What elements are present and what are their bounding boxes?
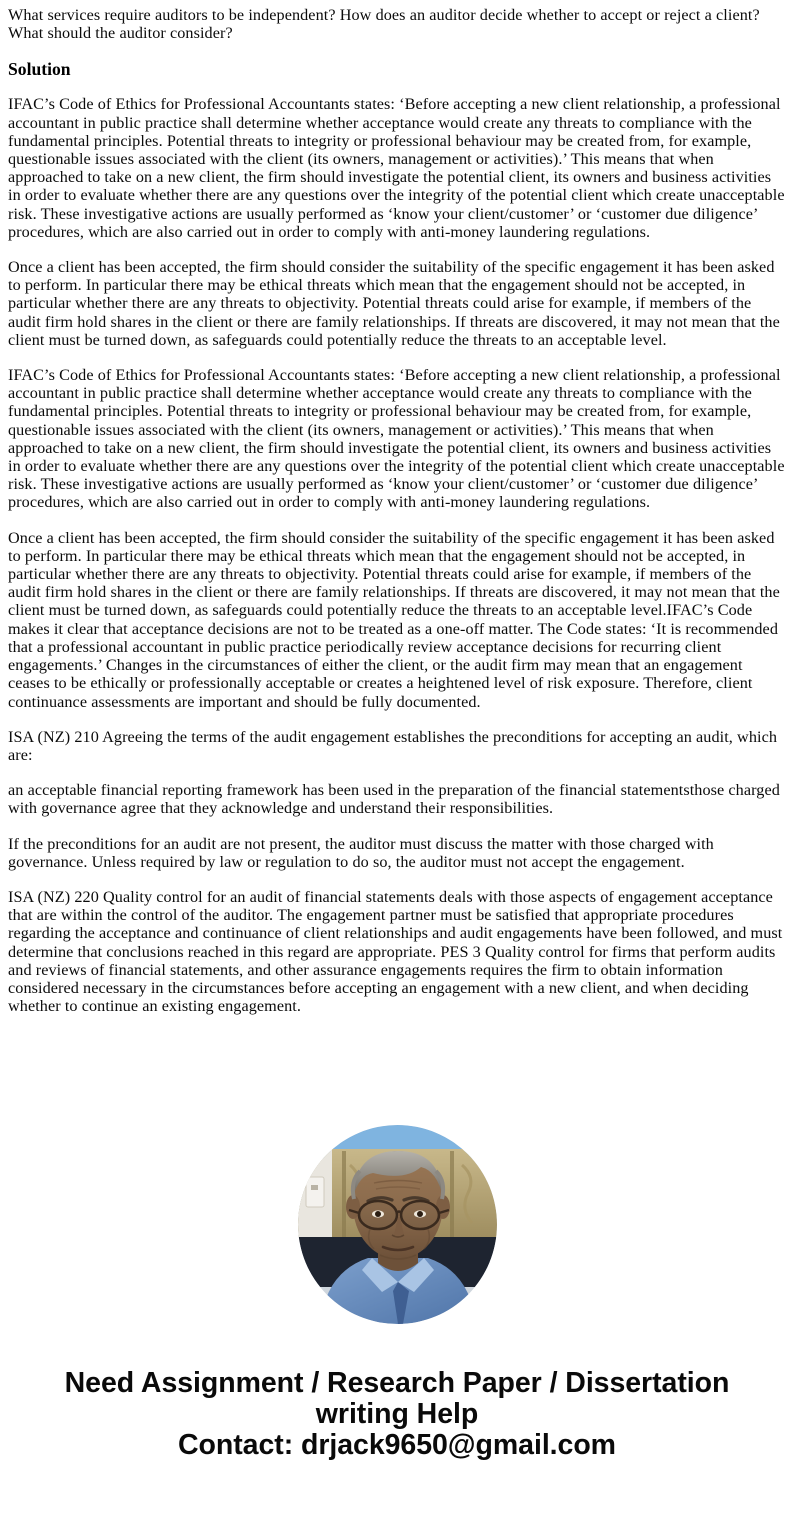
footer-line-3-contact-email: Contact: drjack9650@gmail.com bbox=[178, 1429, 616, 1462]
portrait-photo-container bbox=[8, 1125, 786, 1324]
footer-line-1: Need Assignment / Research Paper / Dissertation bbox=[64, 1367, 730, 1400]
body-paragraph: Once a client has been accepted, the firm should consider the suitability of the specific engagement it has been asked to perform. In particular there may be ethical threats which mean that the engagement should not be accepted, in particular whether there are any threats to objectivity. Potential threats could arise for example, if members of the audit firm hold shares in the client or there are family relationships. If threats are discovered, it may not mean that the client must be turned down, as safeguards could potentially reduce the threats to an acceptable level.IFAC’s Code makes it clear that acceptance decisions are not to be treated as a one-off matter. The Code states: ‘It is recommended that a professional accountant in public practice periodically review acceptance decisions for recurring client engagements.’ Changes in the circumstances of either the client, or the audit firm may mean that an engagement ceases to be ethically or professionally acceptable or creates a heightened level of risk exposure. Therefore, client continuance assessments are important and should be fully documented. bbox=[8, 528, 780, 711]
body-paragraph: ISA (NZ) 210 Agreeing the terms of the audit engagement establishes the preconditions for accepting an audit, which are: bbox=[8, 727, 778, 764]
body-paragraph: an acceptable financial reporting framework has been used in the preparation of the financial statementsthose charged with governance agree that they acknowledge and understand their responsibilities. bbox=[8, 781, 780, 818]
portrait-photo bbox=[298, 1125, 497, 1324]
body-paragraph: If the preconditions for an audit are not present, the auditor must discuss the matter with those charged with governance. Unless required by law or regulation to do so, the auditor must not accept the engagement. bbox=[8, 834, 714, 871]
body-paragraph: IFAC’s Code of Ethics for Professional Accountants states: ‘Before accepting a new client relationship, a professional accountant in public practice shall determine whether acceptance would create any threats to compliance with the fundamental principles. Potential threats to integrity or professional behaviour may be created from, for example, questionable issues associated with the client (its owners, management or activities).’ This means that when approached to take on a new client, the firm should investigate the potential client, its owners and business activities in order to evaluate whether there are any questions over the integrity of the potential client which create unacceptable risk. These investigative actions are usually performed as ‘know your client/customer’ or ‘customer due diligence’ procedures, which are also carried out in order to comply with anti-money laundering regulations. bbox=[8, 366, 785, 512]
question-paragraph: What services require auditors to be independent? How does an auditor decide whether to accept or reject a client? What should the auditor consider? bbox=[8, 6, 760, 43]
body-paragraph: ISA (NZ) 220 Quality control for an audit of financial statements deals with those aspects of engagement acceptance that are within the control of the auditor. The engagement partner must be satisfied that appropriate procedures regarding the acceptance and continuance of client relationships and audit engagements have been followed, and must determine that conclusions reached in this regard are appropriate. PES 3 Quality control for firms that perform audits and reviews of financial statements, and other assurance engagements requires the firm to obtain information considered necessary in the circumstances before accepting an engagement with a new client, and when deciding whether to continue an existing engagement. bbox=[8, 887, 783, 1016]
footer-line-2: writing Help bbox=[315, 1398, 479, 1431]
body-paragraph: IFAC’s Code of Ethics for Professional Accountants states: ‘Before accepting a new client relationship, a professional accountant in public practice shall determine whether acceptance would create any threats to compliance with the fundamental principles. Potential threats to integrity or professional behaviour may be created from, for example, questionable issues associated with the client (its owners, management or activities).’ This means that when approached to take on a new client, the firm should investigate the potential client, its owners and business activities in order to evaluate whether there are any questions over the integrity of the potential client which create unacceptable risk. These investigative actions are usually performed as ‘know your client/customer’ or ‘customer due diligence’ procedures, which are also carried out in order to comply with anti-money laundering regulations. bbox=[8, 95, 785, 241]
body-paragraph: Once a client has been accepted, the firm should consider the suitability of the specific engagement it has been asked to perform. In particular there may be ethical threats which mean that the engagement should not be accepted, in particular whether there are any threats to objectivity. Potential threats could arise for example, if members of the audit firm hold shares in the client or there are family relationships. If threats are discovered, it may not mean that the client must be turned down, as safeguards could potentially reduce the threats to an acceptable level. bbox=[8, 258, 780, 349]
footer-contact-block bbox=[8, 1368, 786, 1479]
solution-heading: Solution bbox=[8, 59, 71, 80]
